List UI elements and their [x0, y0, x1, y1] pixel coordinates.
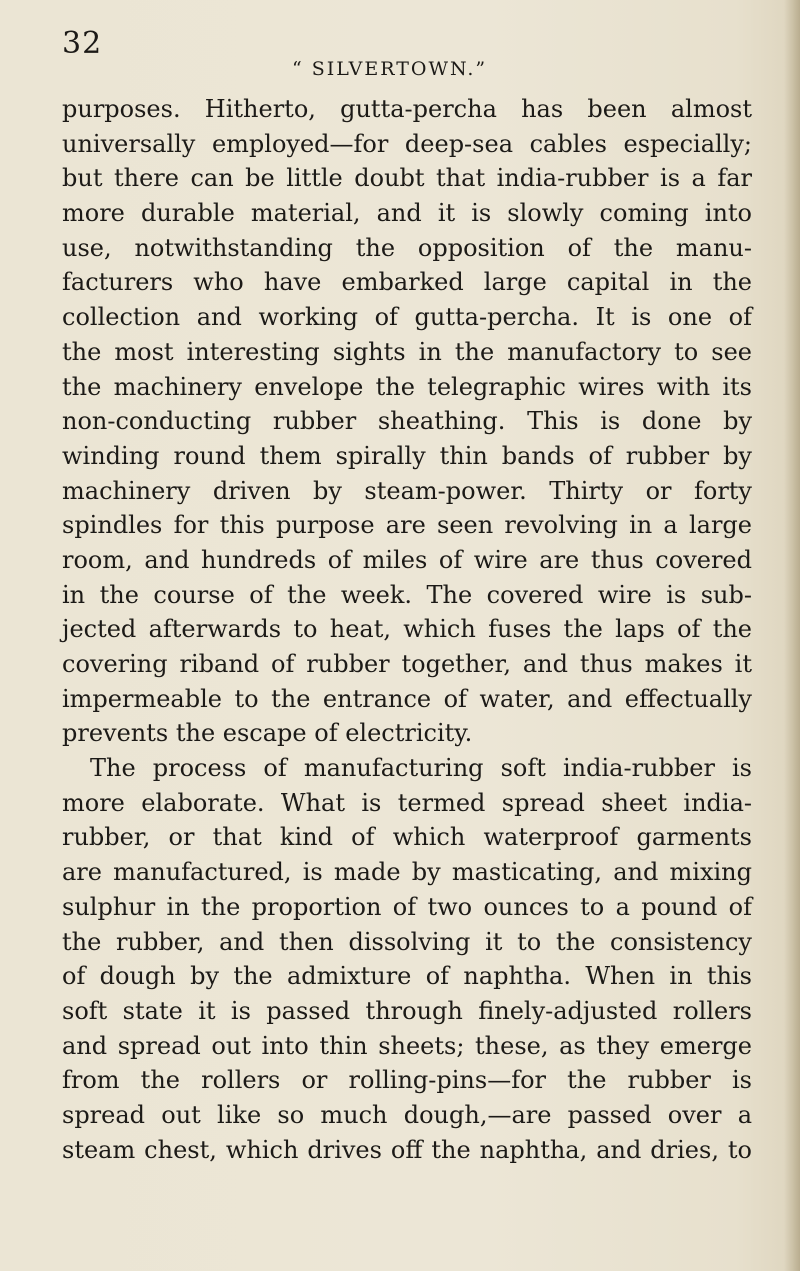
text-line: more elaborate. What is termed spread sheet india- [62, 788, 752, 817]
text-line: spindles for this purpose are seen revolving in a large [62, 511, 752, 540]
text-line: winding round them spirally thin bands of rubber by [62, 441, 752, 470]
text-line: universally employed—for deep-sea cables especially; [62, 129, 752, 158]
body-text [62, 92, 752, 1167]
text-line: and spread out into thin sheets; these, as they emerge [62, 1031, 752, 1060]
text-line: of dough by the admixture of naphtha. When in this [62, 962, 752, 991]
text-line: spread out like so much dough,—are passed over a [62, 1100, 752, 1129]
page-edge-shadow [784, 0, 800, 1271]
text-line: room, and hundreds of miles of wire are thus covered [62, 545, 752, 574]
text-line: steam chest, which drives off the naphtha, and dries, to [62, 1135, 752, 1164]
text-line: soft state it is passed through finely-adjusted rollers [62, 996, 752, 1025]
text-line: collection and working of gutta-percha. It is one of [62, 303, 752, 332]
text-line: jected afterwards to heat, which fuses the laps of the [62, 615, 752, 644]
text-line: use, notwithstanding the opposition of the manu- [62, 233, 752, 262]
text-line: sulphur in the proportion of two ounces to a pound of [62, 892, 752, 921]
text-line: covering riband of rubber together, and thus makes it [62, 650, 752, 678]
text-line: but there can be little doubt that india-rubber is a far [62, 164, 752, 193]
text-line: from the rollers or rolling-pins—for the rubber is [62, 1066, 752, 1095]
text-line: facturers who have embarked large capital in the [62, 268, 752, 297]
text-line: machinery driven by steam-power. Thirty or forty [62, 476, 752, 505]
text-line: are manufactured, is made by masticating, and mixing [62, 858, 752, 887]
text-line: purposes. Hitherto, gutta-percha has been almost [62, 95, 752, 123]
text-line: rubber, or that kind of which waterproof garments [62, 823, 752, 852]
page-number: 32 [62, 26, 103, 61]
text-line: the rubber, and then dissolving it to the consistency [62, 927, 752, 956]
text-line: the machinery envelope the telegraphic wires with its [62, 372, 752, 401]
text-line-paragraph-start: The process of manufacturing soft india-rubber is [90, 754, 752, 783]
text-line: non-conducting rubber sheathing. This is done by [62, 407, 752, 436]
text-line-paragraph-end: prevents the escape of electricity. [62, 719, 473, 748]
text-line: impermeable to the entrance of water, and effectually [62, 684, 752, 713]
text-line: in the course of the week. The covered wire is sub- [62, 580, 752, 609]
text-line: more durable material, and it is slowly coming into [62, 199, 752, 228]
text-line: the most interesting sights in the manufactory to see [62, 337, 752, 366]
running-title: “ SILVERTOWN.” [292, 58, 488, 80]
